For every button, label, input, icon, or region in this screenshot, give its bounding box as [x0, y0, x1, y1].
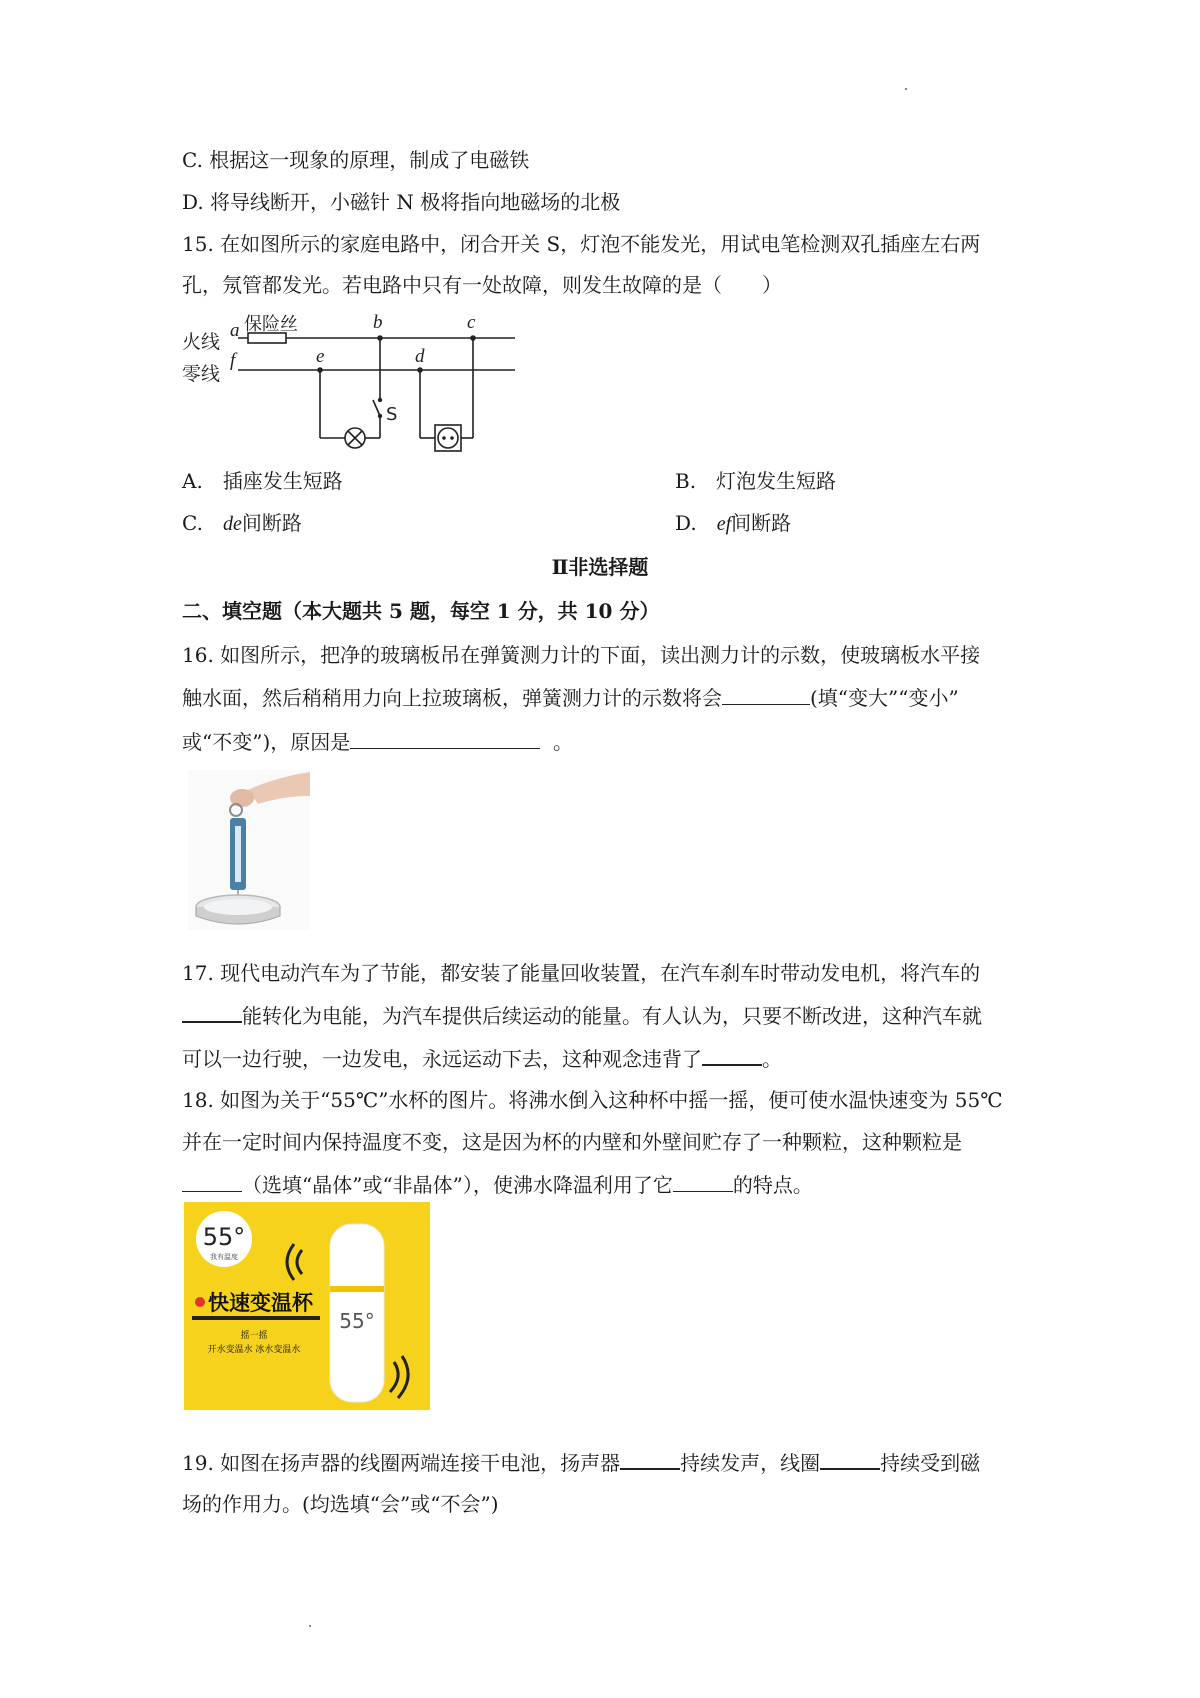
- neutral-wire-label: 零线: [182, 363, 221, 385]
- q14-option-c: C. 根据这一现象的原理，制成了电磁铁: [182, 148, 530, 172]
- q18-stem-line2: 并在一定时间内保持温度不变，这是因为杯的内壁和外壁间贮存了一种颗粒，这种颗粒是: [182, 1130, 962, 1154]
- ad-sub2: 开水变温水 冰水变温水: [207, 1345, 301, 1355]
- node-b-label: b: [373, 312, 383, 333]
- ad-sub1: 摇一摇: [240, 1331, 268, 1341]
- node-e-label: e: [316, 346, 325, 367]
- q19-blank-2: [820, 1448, 880, 1470]
- part2-title: Ⅱ非选择题: [551, 555, 649, 579]
- switch-label: S: [386, 404, 398, 425]
- node-c-label: c: [467, 312, 476, 333]
- q16-stem-line2: 触水面，然后稍稍用力向上拉玻璃板，弹簧测力计的示数将会 (填“变大”“变小”: [182, 686, 959, 710]
- q18-cup-advertisement: [184, 1202, 430, 1410]
- q15-option-b: B. 灯泡发生短路: [675, 469, 837, 493]
- q17-stem-line1: 17. 现代电动汽车为了节能，都安装了能量回收装置，在汽车刹车时带动发电机，将汽车的: [182, 961, 981, 985]
- q17-stem-line2: 能转化为电能，为汽车提供后续运动的能量。有人认为，只要不断改进，这种汽车就: [182, 1001, 982, 1030]
- q15-option-d: D. ef间断路: [675, 511, 792, 535]
- q15-option-c: C. de间断路: [182, 511, 302, 535]
- q19-stem-line2: 场的作用力。(均选填“会”或“不会”): [182, 1492, 499, 1516]
- q15-stem-line1: 15. 在如图所示的家庭电路中，闭合开关 S，灯泡不能发光，用试电笔检测双孔插座左右两: [182, 232, 981, 256]
- badge-number: 55°: [202, 1223, 246, 1251]
- q17-blank-1: [182, 1001, 242, 1023]
- q15-circuit-diagram: [180, 308, 520, 458]
- node-f-label: f: [230, 350, 236, 371]
- cup-label: 55°: [339, 1309, 375, 1333]
- q18-stem-line3: （选填“晶体”或“非晶体”），使沸水降温利用了它 的特点。: [182, 1171, 813, 1199]
- node-d-label: d: [415, 346, 425, 367]
- q16-blank-2: [350, 728, 540, 749]
- fuse-label: 保险丝: [244, 314, 298, 335]
- q18-stem-line1: 18. 如图为关于“55℃”水杯的图片。将沸水倒入这种杯中摇一摇，便可使水温快速变为 55℃: [182, 1088, 1003, 1112]
- scan-dot: [309, 1625, 311, 1627]
- q16-blank-1: [722, 684, 810, 705]
- q15-stem-line2: 孔，氖管都发光。若电路中只有一处故障，则发生故障的是（ ）: [182, 273, 782, 297]
- q14-option-d: D. 将导线断开，小磁针 N 极将指向地磁场的北极: [182, 190, 621, 214]
- q17-stem-line3: 可以一边行驶，一边发电，永远运动下去，这种观念违背了 。: [182, 1044, 782, 1073]
- section2-title: 二、填空题（本大题共 5 题，每空 1 分，共 10 分）: [182, 599, 660, 623]
- badge-caption: 我有温度: [210, 1253, 238, 1261]
- q18-blank-2: [673, 1171, 733, 1192]
- q18-blank-1: [182, 1171, 242, 1192]
- q19-stem-line1: 19. 如图在扬声器的线圈两端连接干电池，扬声器 持续发声，线圈 持续受到磁: [182, 1448, 980, 1477]
- scan-dot: [905, 88, 907, 90]
- q19-blank-1: [620, 1448, 680, 1470]
- node-a-label: a: [230, 320, 240, 341]
- live-wire-label: 火线: [182, 331, 221, 353]
- q16-spring-scale-photo: [188, 770, 310, 930]
- q17-blank-2: [702, 1044, 762, 1066]
- q16-stem-line3: 或“不变”)，原因是 。: [182, 730, 573, 754]
- q15-option-a: A. 插座发生短路: [182, 469, 343, 493]
- q16-stem-line1: 16. 如图所示，把净的玻璃板吊在弹簧测力计的下面，读出测力计的示数，使玻璃板水平接: [182, 643, 981, 667]
- ad-headline: 快速变温杯: [208, 1291, 313, 1315]
